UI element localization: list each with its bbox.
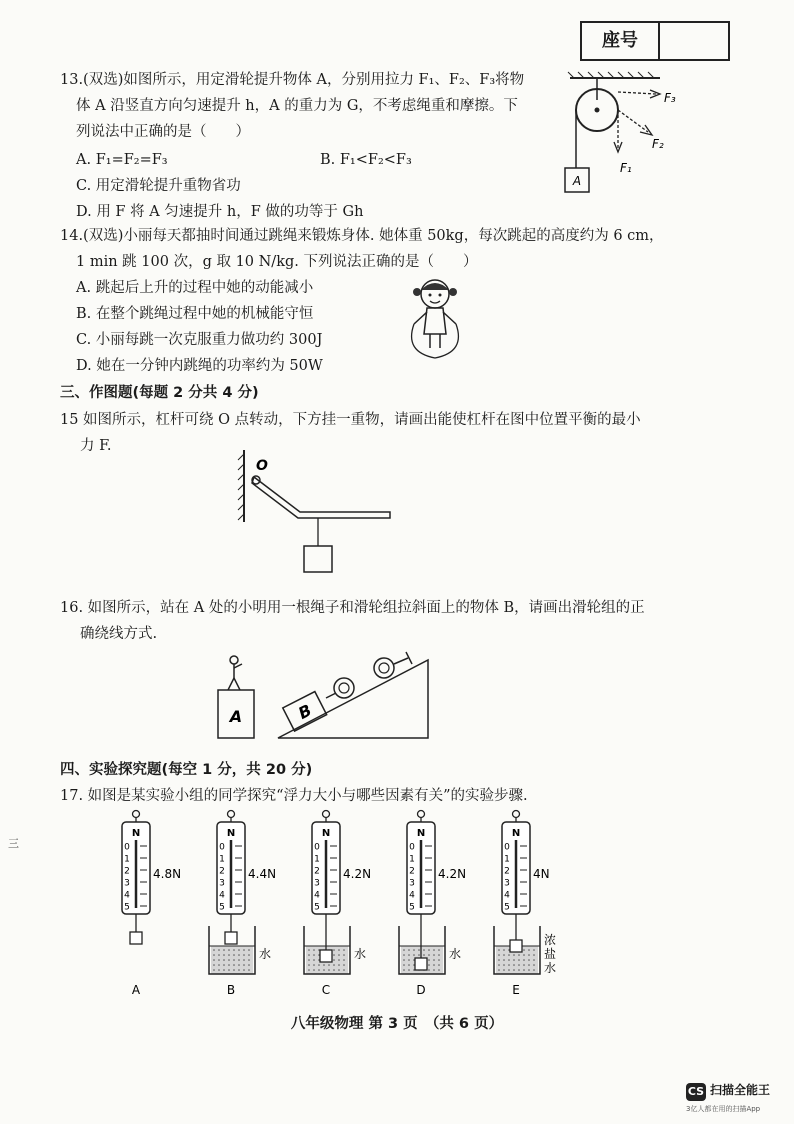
scale-reading: 4.4N <box>248 867 277 881</box>
scale-tick-label: 2 <box>219 866 225 877</box>
spring-scale-experiment-figure <box>100 808 600 998</box>
scale-tick-label: 3 <box>504 878 510 889</box>
scale-unit-label: N <box>416 828 426 839</box>
scale-tick-label: 4 <box>124 890 130 901</box>
metal-block <box>320 950 332 962</box>
scale-tick-label: 4 <box>409 890 415 901</box>
q15-text-line2: 力 F. <box>80 438 112 454</box>
q16-text-line2: 确绕线方式. <box>80 626 158 642</box>
hanging-weight <box>304 546 332 572</box>
scale-tick-label: 4 <box>504 890 510 901</box>
station-letter: D <box>416 983 426 997</box>
station-e <box>494 811 556 998</box>
fixed-pulley-figure <box>560 70 700 200</box>
scale-tick-label: 4 <box>314 890 320 901</box>
q14-option-b: B. 在整个跳绳过程中她的机械能守恒 <box>76 306 314 322</box>
margin-mark: 三 <box>8 837 19 850</box>
scale-unit-label: N <box>226 828 236 839</box>
seat-number-box <box>580 21 730 61</box>
station-letter: E <box>512 983 520 997</box>
scale-tick-label: 0 <box>409 842 415 853</box>
scale-tick-label: 5 <box>314 902 320 913</box>
scale-reading: 4N <box>533 867 550 881</box>
scale-reading: 4.2N <box>438 867 467 881</box>
metal-block <box>415 958 427 970</box>
scale-tick-label: 2 <box>409 866 415 877</box>
q14-text-line1: 14.(双选)小丽每天都抽时间通过跳绳来锻炼身体. 她体重 50kg，每次跳起的高度约为 6 cm， <box>60 228 664 244</box>
page-footer: 八年级物理 第 3 页 （共 6 页） <box>290 1016 504 1032</box>
scale-tick-label: 2 <box>314 866 320 877</box>
q13-text-line2: 体 A 沿竖直方向匀速提升 h，A 的重力为 G，不考虑绳重和摩擦。下 <box>76 98 518 114</box>
q14-text-line2: 1 min 跳 100 次，g 取 10 N/kg. 下列说法正确的是（ ） <box>76 254 478 270</box>
q14-option-d: D. 她在一分钟内跳绳的功率约为 50W <box>76 358 323 374</box>
rope-skipping-girl-figure <box>400 272 470 364</box>
metal-block <box>225 932 237 944</box>
lever-figure <box>230 448 410 578</box>
scale-tick-label: 1 <box>124 854 130 865</box>
q15-text-line1: 15 如图所示，杠杆可绕 O 点转动，下方挂一重物，请画出能使杠杆在图中位置平衡的最小 <box>60 412 641 428</box>
scale-reading: 4.8N <box>153 867 182 881</box>
scale-tick-label: 5 <box>219 902 225 913</box>
scale-tick-label: 0 <box>314 842 320 853</box>
liquid-label: 水 <box>544 961 557 975</box>
q17-text-line1: 17. 如图是某实验小组的同学探究“浮力大小与哪些因素有关”的实验步骤. <box>60 788 528 804</box>
scale-tick-label: 3 <box>314 878 320 889</box>
movable-pulley <box>334 678 354 698</box>
lever-bar <box>252 477 390 518</box>
scale-tick-label: 0 <box>219 842 225 853</box>
q13-option-b: B. F₁<F₂<F₃ <box>320 152 412 168</box>
scale-tick-label: 3 <box>219 878 225 889</box>
scale-tick-label: 1 <box>409 854 415 865</box>
station-b <box>209 811 276 998</box>
section-3-title: 三、作图题(每题 2 分共 4 分) <box>60 385 259 401</box>
fixed-pulley <box>374 658 394 678</box>
q13-option-a: A. F₁=F₂=F₃ <box>76 152 168 168</box>
station-c <box>304 811 371 998</box>
station-letter: A <box>131 983 141 997</box>
scale-tick-label: 5 <box>124 902 130 913</box>
scale-tick-label: 3 <box>124 878 130 889</box>
scale-tick-label: 1 <box>504 854 510 865</box>
scale-tick-label: 1 <box>219 854 225 865</box>
q13-text-line1: 13.(双选)如图所示，用定滑轮提升物体 A，分别用拉力 F₁、F₂、F₃将物 <box>60 72 525 88</box>
camscanner-name: 扫描全能王 <box>710 1083 771 1097</box>
rope-f2 <box>618 110 648 132</box>
scale-tick-label: 2 <box>504 866 510 877</box>
camscanner-logo: CS <box>686 1083 706 1101</box>
rope-f3 <box>618 92 656 94</box>
scale-tick-label: 5 <box>409 902 415 913</box>
q14-option-c: C. 小丽每跳一次克服重力做功约 300J <box>76 332 323 348</box>
block-a-label: A <box>572 174 582 188</box>
scale-tick-label: 3 <box>409 878 415 889</box>
q13-text-line3: 列说法中正确的是（ ） <box>76 124 250 140</box>
liquid-label: 盐 <box>544 947 557 961</box>
scale-unit-label: N <box>511 828 521 839</box>
scale-tick-label: 4 <box>219 890 225 901</box>
label-f3: F₃ <box>664 91 676 105</box>
pulley-incline-figure <box>212 650 452 746</box>
scale-tick-label: 5 <box>504 902 510 913</box>
station-d <box>399 811 466 998</box>
station-letter: B <box>226 983 236 997</box>
q13-option-c: C. 用定滑轮提升重物省功 <box>76 178 241 194</box>
scale-unit-label: N <box>321 828 331 839</box>
station-a <box>122 811 181 998</box>
box-b-label: B <box>295 700 315 723</box>
scale-tick-label: 0 <box>124 842 130 853</box>
scale-tick-label: 1 <box>314 854 320 865</box>
q13-option-d: D. 用 F 将 A 匀速提升 h，F 做的功等于 Gh <box>76 204 364 220</box>
label-f2: F₂ <box>652 137 664 151</box>
liquid-label: 水 <box>354 947 367 961</box>
metal-block <box>510 940 522 952</box>
liquid-label: 水 <box>259 947 272 961</box>
scale-tick-label: 2 <box>124 866 130 877</box>
liquid-label: 水 <box>449 947 462 961</box>
box-a-label: A <box>229 707 243 726</box>
scale-unit-label: N <box>131 828 141 839</box>
liquid-label: 浓 <box>544 933 557 947</box>
q16-text-line1: 16. 如图所示，站在 A 处的小明用一根绳子和滑轮组拉斜面上的物体 B，请画出滑轮组的正 <box>60 600 645 616</box>
scale-tick-label: 0 <box>504 842 510 853</box>
q14-option-a: A. 跳起后上升的过程中她的动能减小 <box>76 280 314 296</box>
pivot-o-label: O <box>256 458 268 474</box>
metal-block <box>130 932 142 944</box>
section-4-title: 四、实验探究题(每空 1 分，共 20 分) <box>60 762 313 778</box>
station-letter: C <box>321 983 331 997</box>
seat-number-label: 座号 <box>582 23 660 59</box>
camscanner-tagline: 3亿人都在用的扫描App <box>686 1105 761 1113</box>
label-f1: F₁ <box>620 161 632 175</box>
scale-reading: 4.2N <box>343 867 372 881</box>
